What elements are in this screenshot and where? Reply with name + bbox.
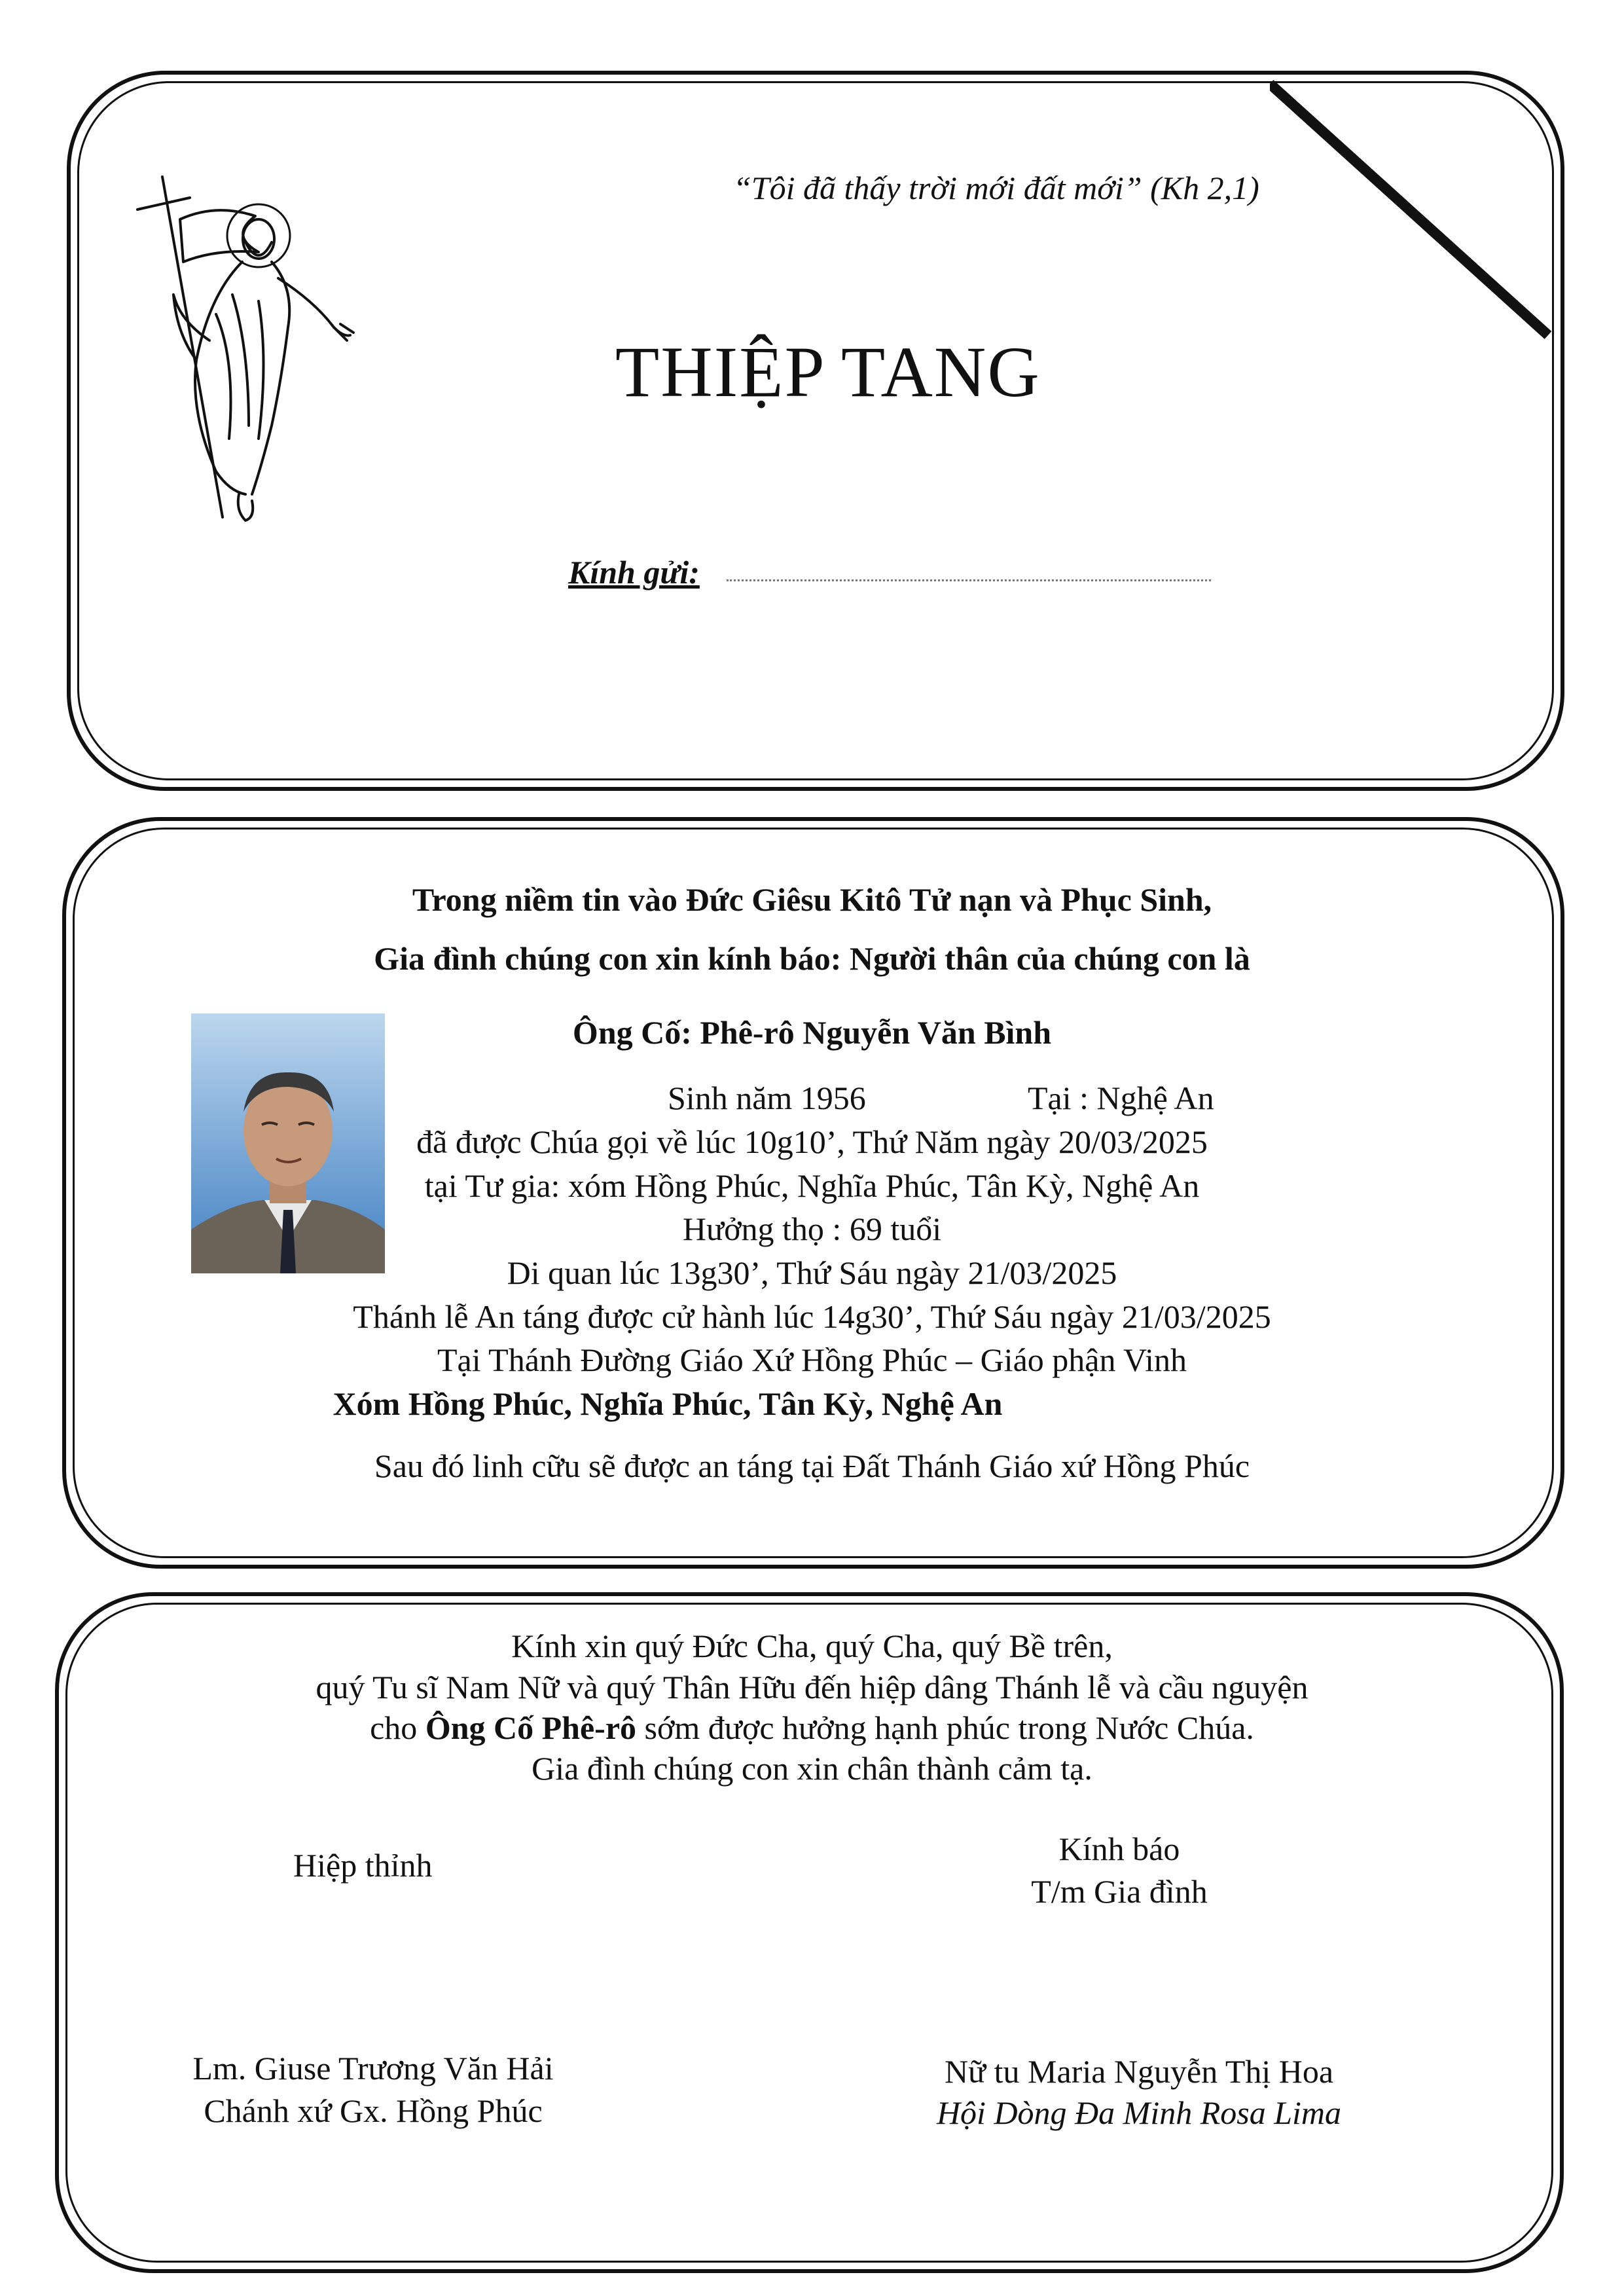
death-time: đã được Chúa gọi về lúc 10g10’, Thứ Năm ngày 20/03/2025 [416, 1123, 1208, 1160]
left-signature-heading: Hiệp thỉnh [293, 1847, 433, 1884]
birth-place: Tại : Nghệ An [1028, 1080, 1214, 1116]
death-place: tại Tư gia: xóm Hồng Phúc, Nghĩa Phúc, Tân Kỳ, Nghệ An [424, 1167, 1200, 1204]
recipient-blank-line [727, 579, 1211, 581]
deceased-name: Ông Cố: Phê-rô Nguyễn Văn Bình [572, 1014, 1052, 1051]
invitation-line-3-post: sớm được hưởng hạnh phúc trong Nước Chúa. [636, 1709, 1254, 1746]
right-signer-name: Nữ tu Maria Nguyễn Thị Hoa [944, 2053, 1334, 2090]
faith-line: Trong niềm tin vào Đức Giêsu Kitô Tử nạn và Phục Sinh, [412, 881, 1212, 918]
invitation-line-3-pre: cho [370, 1709, 425, 1746]
invitation-line-3 [0, 1709, 1624, 1747]
family-line: Gia đình chúng con xin kính báo: Người thân của chúng con là [374, 940, 1250, 977]
right-signature-heading-2: T/m Gia đình [1031, 1873, 1208, 1910]
right-signature-heading-1: Kính báo [1058, 1831, 1180, 1867]
banner [180, 210, 259, 262]
greeting-label: Kính gửi: [568, 554, 700, 591]
invitation-line-1: Kính xin quý Đức Cha, quý Cha, quý Bề trên, [511, 1628, 1113, 1664]
mass-line: Thánh lễ An táng được cử hành lúc 14g30’, Thứ Sáu ngày 21/03/2025 [353, 1298, 1271, 1335]
invitation-line-3-name: Ông Cố Phê-rô [425, 1709, 637, 1746]
bible-quote: “Tôi đã thấy trời mới đất mới” (Kh 2,1) [733, 170, 1259, 206]
address-line: Xóm Hồng Phúc, Nghĩa Phúc, Tân Kỳ, Nghệ An [333, 1385, 1003, 1422]
age-line: Hưởng thọ : 69 tuổi [682, 1211, 942, 1247]
invitation-line-2: quý Tu sĩ Nam Nữ và quý Thân Hữu đến hiệp dâng Thánh lễ và cầu nguyện [316, 1669, 1308, 1705]
mourning-ribbon [1270, 79, 1551, 340]
risen-christ-drawing [118, 164, 360, 530]
transfer-line: Di quan lúc 13g30’, Thứ Sáu ngày 21/03/2025 [507, 1254, 1117, 1291]
left-signer-name: Lm. Giuse Trương Văn Hải [192, 2050, 554, 2086]
page-title: THIỆP TANG [615, 332, 1041, 412]
robe-left [195, 262, 245, 494]
left-signer-title: Chánh xứ Gx. Hồng Phúc [204, 2092, 543, 2129]
birth-year: Sinh năm 1956 [668, 1080, 866, 1116]
church-line: Tại Thánh Đường Giáo Xứ Hồng Phúc – Giáo phận Vinh [437, 1341, 1187, 1378]
cross-bar [137, 198, 190, 210]
right-signer-title: Hội Dòng Đa Minh Rosa Lima [936, 2094, 1342, 2131]
mourning-ribbon-stripe [1270, 84, 1548, 335]
foot [238, 494, 253, 520]
robe-right [252, 262, 289, 494]
invitation-line-4: Gia đình chúng con xin chân thành cảm tạ. [532, 1750, 1092, 1787]
burial-line: Sau đó linh cữu sẽ được an táng tại Đất Thánh Giáo xứ Hồng Phúc [374, 1448, 1250, 1484]
